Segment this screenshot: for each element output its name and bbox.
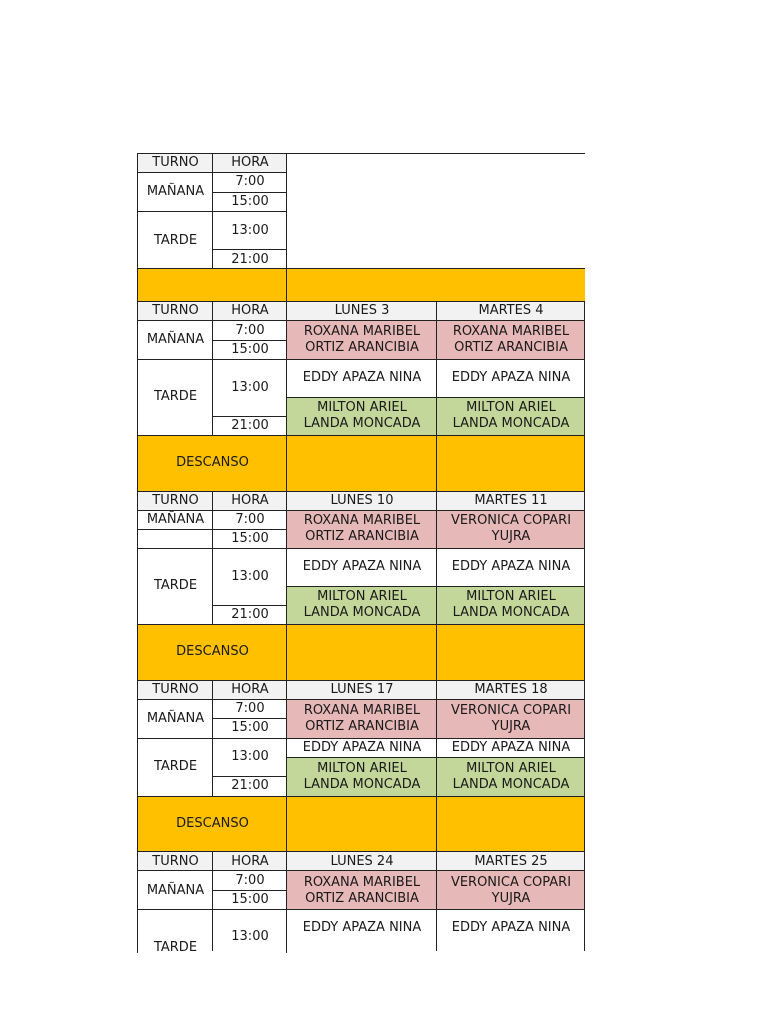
time-21: 21:00 [231, 251, 269, 267]
manana-staff: ROXANA MARIBEL ORTIZ ARANCIBIA [287, 510, 437, 548]
header-hora: HORA [213, 154, 287, 172]
grid-line [138, 851, 585, 852]
time-7: 7:00 [235, 322, 265, 338]
header-hora: HORA [213, 492, 287, 510]
shift-tarde: TARDE [153, 578, 198, 593]
time-21: 21:00 [231, 778, 269, 793]
shift-manana: MAÑANA [146, 184, 205, 199]
grid-line [212, 680, 213, 796]
tarde-staff-1: EDDY APAZA NINA [437, 910, 585, 946]
descanso-label: DESCANSO [138, 435, 287, 491]
grid-line [213, 718, 287, 719]
tarde-staff-1: EDDY APAZA NINA [437, 548, 585, 586]
shift-manana: MAÑANA [146, 511, 205, 527]
grid-line [584, 851, 585, 951]
manana-staff: ROXANA MARIBEL ORTIZ ARANCIBIA [287, 871, 437, 910]
manana-staff: VERONICA COPARI YUJRA [437, 510, 585, 548]
grid-line [138, 301, 585, 302]
descanso-label: DESCANSO [138, 796, 287, 852]
shift-manana: MAÑANA [146, 710, 205, 726]
descanso-cell [437, 624, 585, 680]
grid-line [436, 491, 437, 680]
tarde-staff-2: MILTON ARIEL LANDA MONCADA [287, 586, 437, 624]
grid-line [213, 776, 287, 777]
tarde-staff-2: MILTON ARIEL LANDA MONCADA [287, 758, 437, 796]
descanso-cell [287, 796, 437, 852]
tarde-staff-1: EDDY APAZA NINA [287, 548, 437, 586]
grid-line [138, 548, 585, 549]
grid-line [138, 268, 585, 269]
descanso-cell [437, 435, 585, 491]
header-turno: TURNO [138, 154, 213, 172]
grid-line [137, 153, 138, 953]
grid-line [138, 796, 585, 797]
grid-line [212, 491, 213, 624]
grid-line [213, 249, 287, 250]
grid-line [138, 510, 585, 511]
descanso-row [138, 269, 585, 301]
tarde-staff-1: EDDY APAZA NINA [437, 359, 585, 397]
tarde-staff-1: EDDY APAZA NINA [287, 738, 437, 758]
grid-line [584, 301, 585, 491]
descanso-cell [287, 624, 437, 680]
grid-line [213, 605, 287, 606]
tarde-staff-2: MILTON ARIEL LANDA MONCADA [437, 758, 585, 796]
grid-line [138, 491, 585, 492]
time-15: 15:00 [231, 530, 269, 546]
time-13: 13:00 [231, 749, 269, 764]
day-header: MARTES 18 [437, 680, 585, 699]
grid-line [436, 301, 437, 491]
shift-tarde: TARDE [153, 232, 198, 248]
grid-line [138, 909, 585, 910]
descanso-cell [287, 435, 437, 491]
descanso-cell [437, 796, 585, 852]
shift-manana: MAÑANA [146, 882, 205, 898]
day-header: MARTES 25 [437, 852, 585, 871]
descanso-label: DESCANSO [138, 624, 287, 680]
time-13: 13:00 [231, 929, 269, 944]
time-13: 13:00 [231, 568, 269, 584]
header-hora: HORA [213, 852, 287, 871]
time-13: 13:00 [231, 223, 269, 238]
grid-line [212, 153, 213, 269]
time-7: 7:00 [235, 174, 265, 189]
grid-line [584, 680, 585, 852]
grid-line [213, 416, 287, 417]
time-13: 13:00 [231, 379, 269, 395]
grid-line [436, 851, 437, 951]
header-turno: TURNO [138, 852, 213, 871]
day-header: LUNES 24 [287, 852, 437, 871]
shift-tarde: TARDE [153, 389, 198, 404]
grid-line [212, 851, 213, 951]
grid-line [213, 340, 287, 341]
header-hora: HORA [213, 680, 287, 699]
time-15: 15:00 [231, 720, 269, 735]
shift-manana: MAÑANA [146, 332, 205, 347]
header-turno: TURNO [138, 680, 213, 699]
manana-staff: VERONICA COPARI YUJRA [437, 871, 585, 910]
day-header: LUNES 10 [287, 492, 437, 510]
header-hora: HORA [213, 302, 287, 320]
time-15: 15:00 [231, 892, 269, 907]
shift-tarde: TARDE [153, 759, 198, 774]
time-15: 15:00 [231, 194, 269, 209]
day-header: LUNES 17 [287, 680, 437, 699]
header-turno: TURNO [138, 302, 213, 320]
shift-tarde: TARDE [153, 940, 198, 955]
grid-line [138, 320, 585, 321]
grid-line [584, 491, 585, 680]
manana-staff: ROXANA MARIBEL ORTIZ ARANCIBIA [437, 321, 585, 359]
tarde-staff-2: MILTON ARIEL LANDA MONCADA [437, 586, 585, 624]
grid-line [138, 699, 585, 700]
time-21: 21:00 [231, 417, 269, 433]
tarde-staff-2: MILTON ARIEL LANDA MONCADA [437, 397, 585, 435]
time-7: 7:00 [235, 700, 265, 716]
grid-line [138, 870, 585, 871]
time-7: 7:00 [235, 511, 265, 527]
time-21: 21:00 [231, 606, 269, 622]
tarde-staff-2: MILTON ARIEL LANDA MONCADA [287, 397, 437, 435]
manana-staff: ROXANA MARIBEL ORTIZ ARANCIBIA [287, 321, 437, 359]
header-turno: TURNO [138, 492, 213, 510]
grid-line [213, 890, 287, 891]
tarde-staff-1: EDDY APAZA NINA [287, 359, 437, 397]
day-header: MARTES 11 [437, 492, 585, 510]
manana-staff: VERONICA COPARI YUJRA [437, 699, 585, 738]
manana-staff: ROXANA MARIBEL ORTIZ ARANCIBIA [287, 699, 437, 738]
grid-line [286, 153, 287, 953]
grid-line [138, 359, 585, 360]
empty-cell [138, 529, 213, 548]
grid-line [436, 680, 437, 852]
grid-line [138, 680, 585, 681]
grid-line [212, 301, 213, 435]
grid-line [138, 435, 585, 436]
day-header: LUNES 3 [287, 302, 437, 320]
day-header: MARTES 4 [437, 302, 585, 320]
time-15: 15:00 [231, 341, 269, 357]
grid-line [138, 624, 585, 625]
tarde-staff-1: EDDY APAZA NINA [287, 910, 437, 946]
tarde-staff-1: EDDY APAZA NINA [437, 738, 585, 758]
grid-line [213, 192, 287, 193]
grid-line [138, 738, 585, 739]
grid-line [138, 153, 585, 154]
time-7: 7:00 [235, 872, 265, 888]
